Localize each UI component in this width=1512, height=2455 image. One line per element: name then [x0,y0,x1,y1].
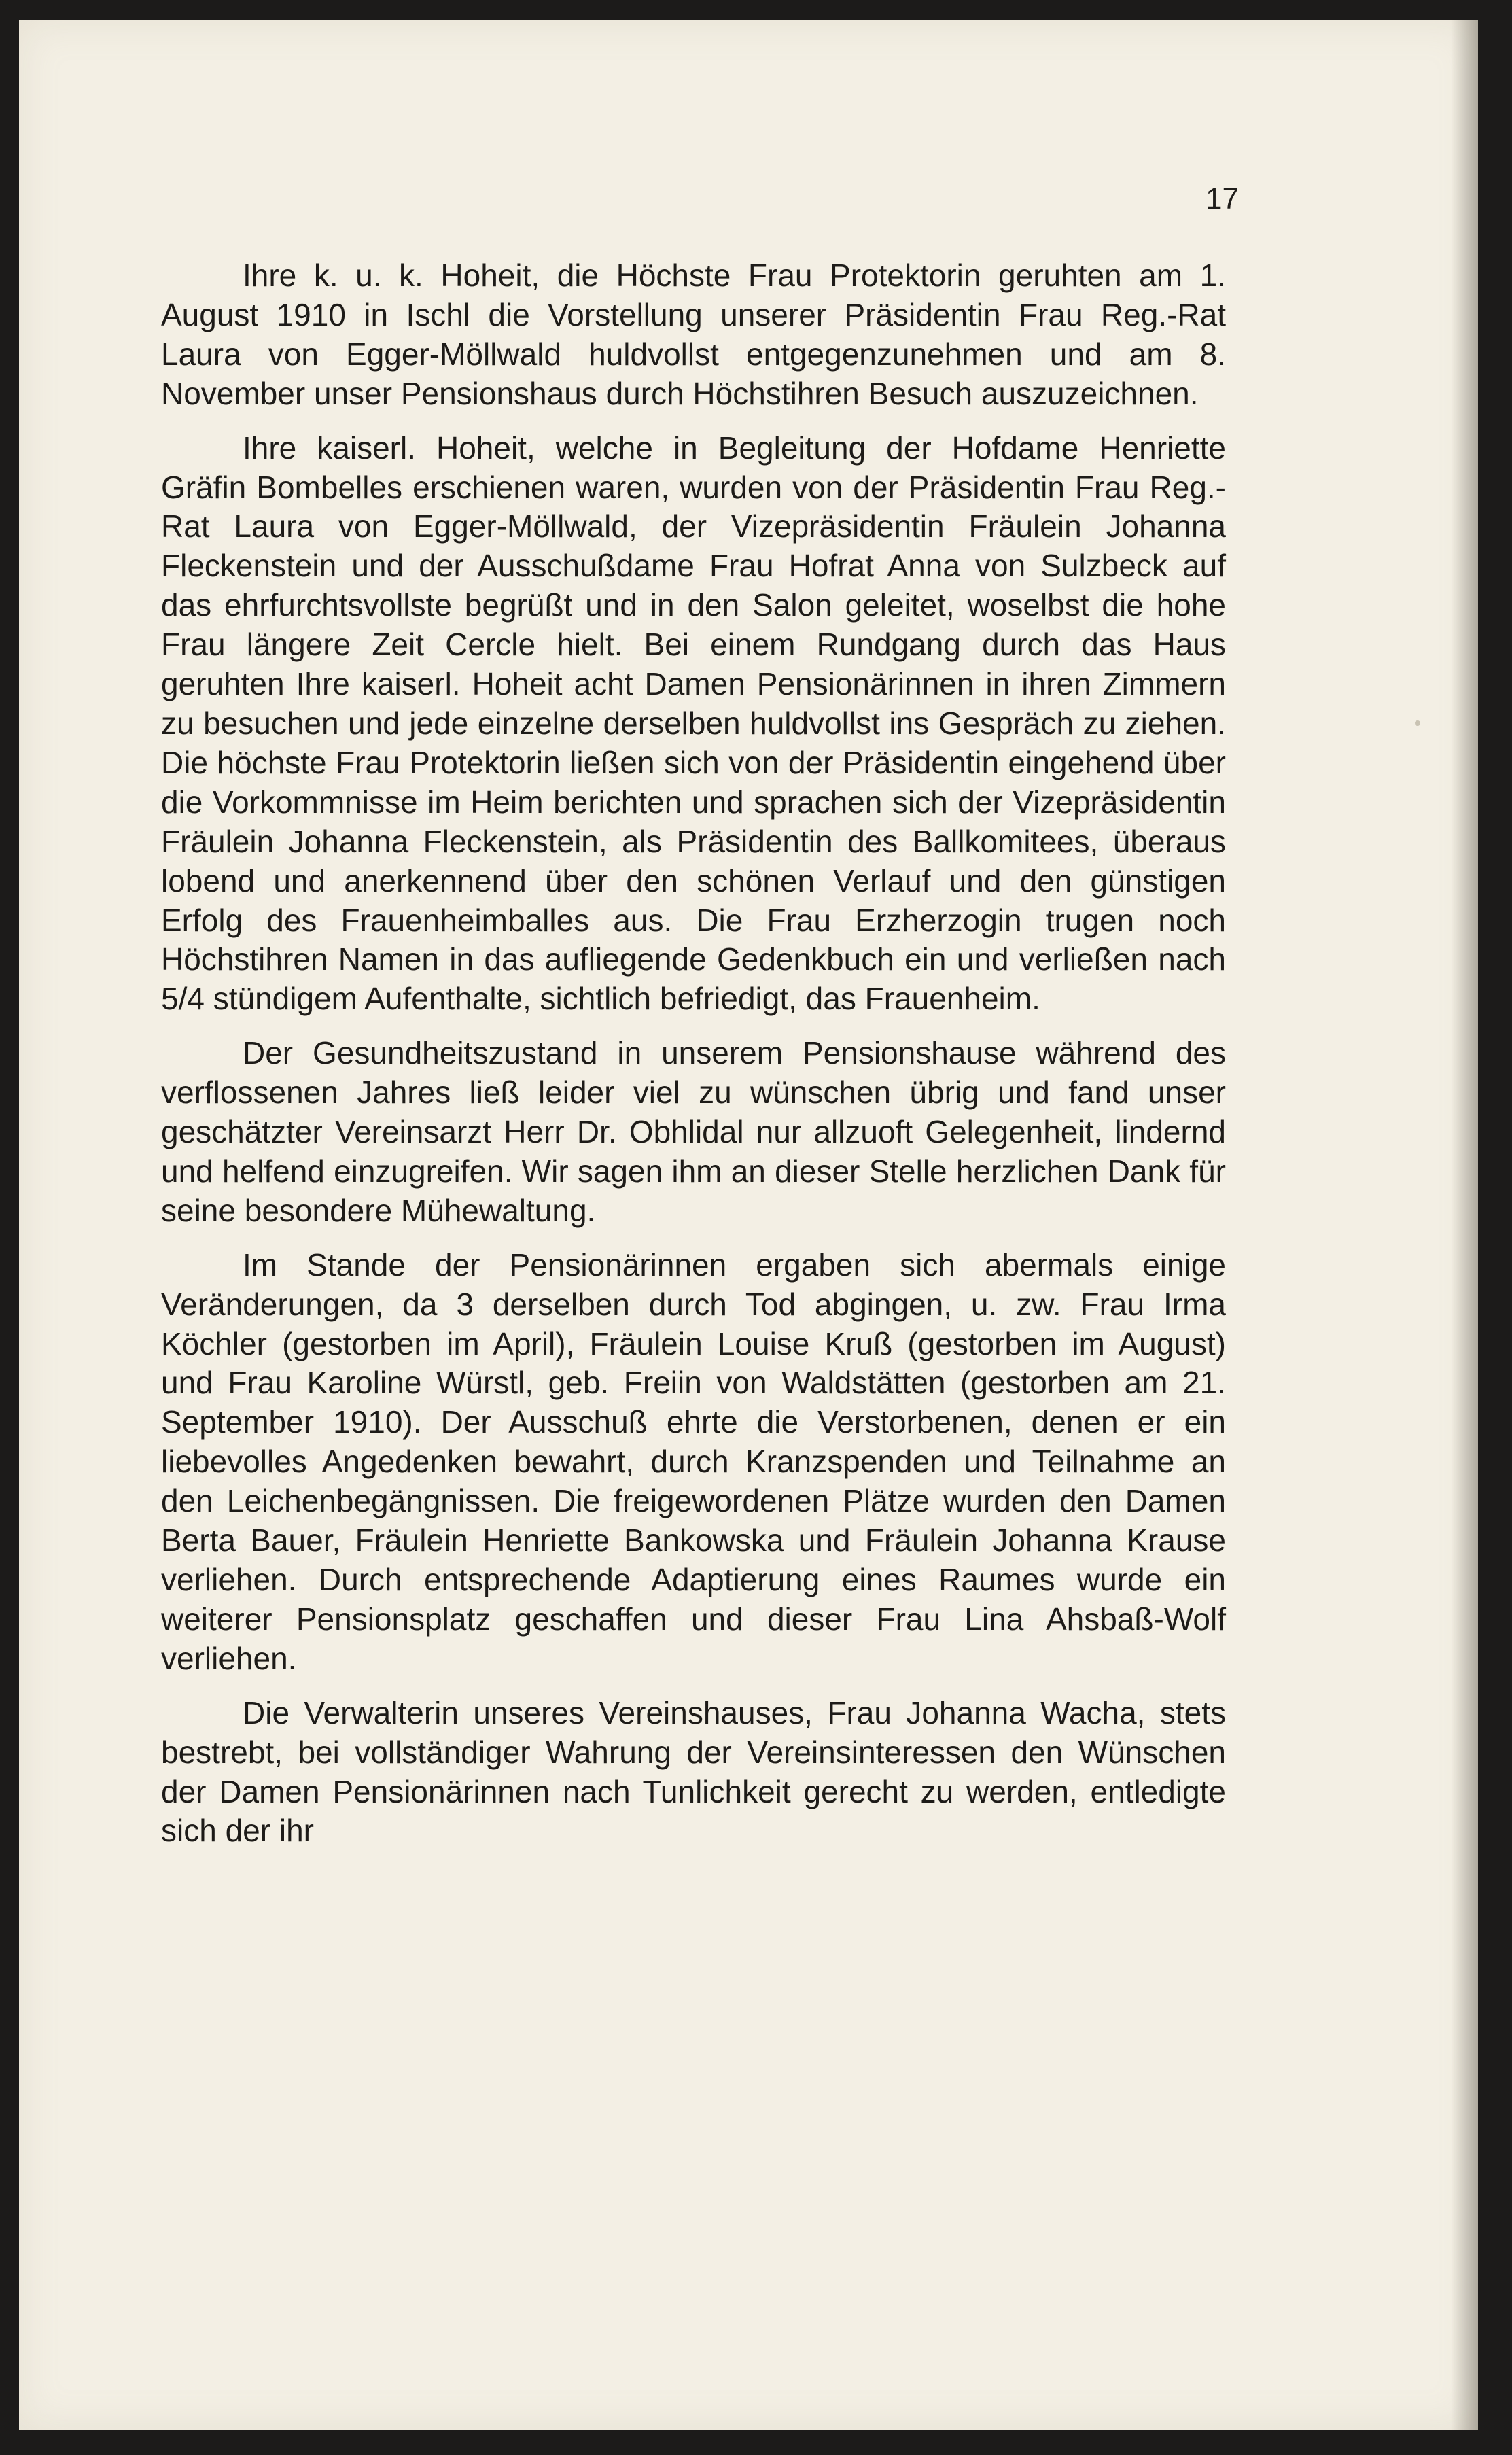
paragraph-imperial-visit: Ihre kaiserl. Hoheit, welche in Begleitung der Hofdame Henriette Gräfin Bombelles erschienen waren, wurden von der Präsidentin Frau Reg.-Rat Laura von Egger-Möllwald, der Vizepräsidentin Fräulein Johanna Fleckenstein und der Ausschußdame Frau Hofrat Anna von Sulzbeck auf das ehrfurchtsvollste begrüßt und in den Salon geleitet, woselbst die hohe Frau längere Zeit Cercle hielt. Bei einem Rundgang durch das Haus geruhten Ihre kaiserl. Hoheit acht Damen Pensionärinnen in ihren Zimmern zu besuchen und jede einzelne derselben huldvollst ins Gespräch zu ziehen. Die höchste Frau Protektorin ließen sich von der Präsidentin eingehend über die Vorkommnisse im Heim berichten und sprachen sich der Vizepräsidentin Fräulein Johanna Fleckenstein, als Präsidentin des Ballkomitees, überaus lobend und anerkennend über den schönen Verlauf und den günstigen Erfolg des Frauenheimballes aus. Die Frau Erzherzogin trugen noch Höchstihren Namen in das aufliegende Gedenkbuch ein und verließen nach 5/4 stündigem Aufenthalte, sichtlich befriedigt, das Frauenheim. [161,430,1226,1017]
page-number: 17 [1206,182,1239,215]
paragraph-gap [161,1019,1226,1034]
body-text [161,256,1226,1851]
page-edge-shadow [1451,20,1478,2430]
paragraph-gap [161,1679,1226,1694]
paragraph-administrator: Die Verwalterin unseres Vereinshauses, Frau Johanna Wacha, stets bestrebt, bei vollständiger Wahrung der Vereinsinteressen den Wünschen der Damen Pensionärinnen nach Tunlichkeit gerecht zu werden, entledigte sich der ihr [161,1694,1226,1849]
paragraph-gap [161,1231,1226,1246]
paragraph-visit-ischl: Ihre k. u. k. Hoheit, die Höchste Frau Protektorin geruhten am 1. August 1910 in Ischl die Vorstellung unserer Präsidentin Frau Reg.-Rat Laura von Egger-Möllwald huldvollst entgegenzunehmen und am 8. November unser Pensionshaus durch Höchstihren Besuch auszuzeichnen. [161,258,1226,411]
paragraph-health: Der Gesundheitszustand in unserem Pensionshause während des verflossenen Jahres ließ leider viel zu wünschen übrig und fand unser geschätzter Vereinsarzt Herr Dr. Obhlidal nur allzuoft Gelegenheit, lindernd und helfend einzugreifen. Wir sagen ihm an dieser Stelle herzlichen Dank für seine besondere Mühewaltung. [161,1035,1226,1228]
paper-speck [1415,720,1420,726]
paragraph-gap [161,414,1226,429]
paragraph-pensioners: Im Stande der Pensionärinnen ergaben sich abermals einige Veränderungen, da 3 derselben durch Tod abgingen, u. zw. Frau Irma Köchler (gestorben im April), Fräulein Louise Kruß (gestorben im August) und Frau Karoline Würstl, geb. Freiin von Waldstätten (gestorben am 21. September 1910). Der Ausschuß ehrte die Verstorbenen, denen er ein liebevolles Angedenken bewahrt, durch Kranzspenden und Teilnahme an den Leichenbegängnissen. Die freigewordenen Plätze wurden den Damen Berta Bauer, Fräulein Henriette Bankowska und Fräulein Johanna Krause verliehen. Durch entsprechende Adaptierung eines Raumes wurde ein weiterer Pensionsplatz geschaffen und dieser Frau Lina Ahsbaß-Wolf verliehen. [161,1247,1226,1676]
